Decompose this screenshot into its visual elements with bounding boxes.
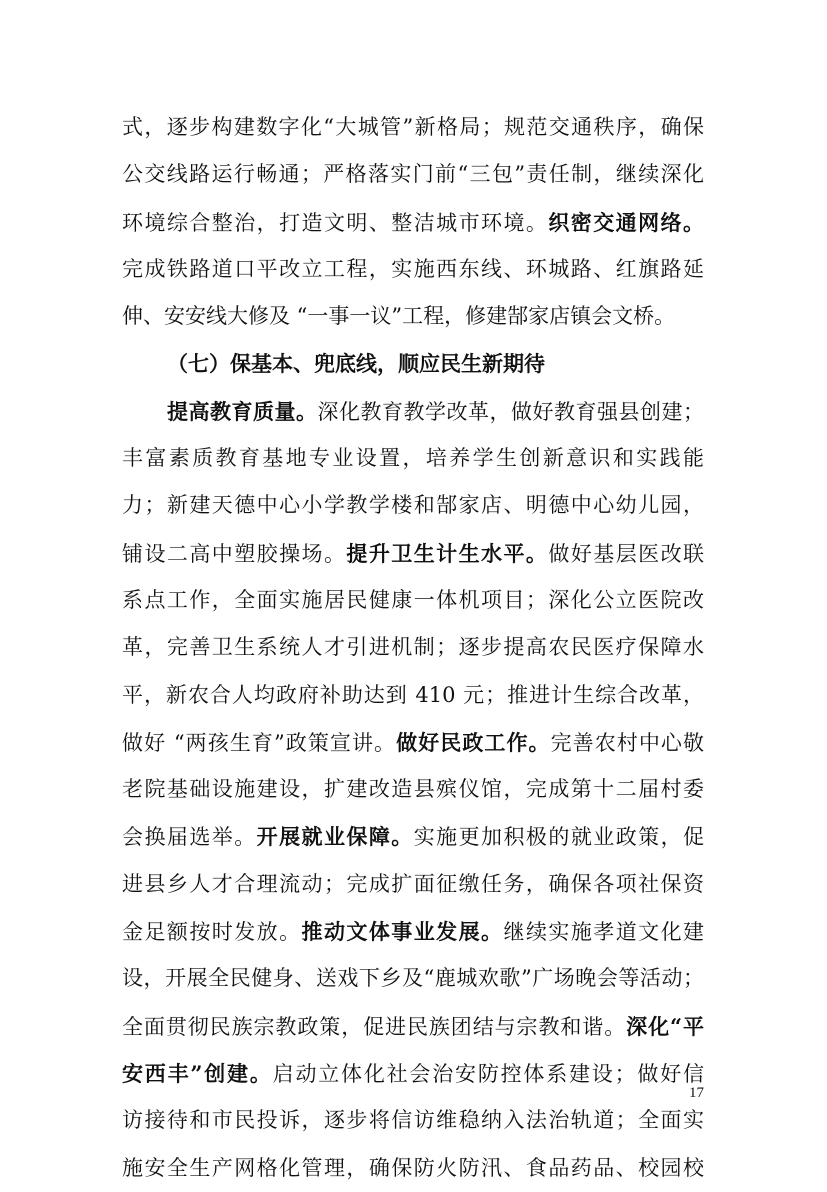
bold-run: 推动文体事业发展。 — [301, 919, 504, 945]
bold-run: 织密交通网络。 — [548, 209, 704, 235]
text-run: 进县乡人才合理流动；完成扩面征缴任务，确保各项社保资 — [122, 871, 704, 896]
text-line — [122, 1145, 704, 1192]
text-run: 全面贯彻民族宗教政策，促进民族团结与宗教和谐。 — [122, 1014, 627, 1039]
text-run: 启动立体化社会治安防控体系建设；做好信 — [272, 1061, 704, 1086]
text-run: 深化教育教学改革，做好教育强县创建； — [317, 399, 704, 424]
text-line — [122, 530, 704, 577]
text-line — [122, 1003, 704, 1050]
text-run: 系点工作，全面实施居民健康一体机项目；深化公立医院改 — [122, 587, 704, 612]
text-line — [122, 624, 704, 671]
bold-run: 深化“平 — [626, 1013, 704, 1039]
text-run: 设，开展全民健身、送戏下乡及“鹿城欢歌”广场晚会等活动； — [122, 966, 704, 991]
text-line — [122, 1097, 704, 1144]
text-run: 式，逐步构建数字化“大城管”新格局；规范交通秩序，确保 — [122, 115, 704, 139]
text-line — [122, 293, 704, 340]
text-line — [122, 813, 704, 860]
bold-run: 开展就业保障。 — [256, 824, 414, 850]
text-line — [122, 577, 704, 624]
text-run: 公交线路运行畅通；严格落实门前“三包”责任制，继续深化 — [122, 162, 704, 187]
text-run: 环境综合整治，打造文明、整洁城市环境。 — [122, 210, 549, 235]
text-run: 金足额按时发放。 — [122, 920, 302, 945]
text-run: 伸、安安线大修及 “一事一议”工程，修建郜家店镇会文桥。 — [122, 304, 676, 329]
text-line — [122, 1050, 704, 1097]
text-run: 会换届选举。 — [122, 825, 257, 850]
text-line — [122, 861, 704, 908]
text-line — [122, 104, 704, 151]
section-heading — [122, 340, 704, 387]
bold-run: 做好民政工作。 — [396, 729, 551, 755]
body-text — [122, 104, 704, 1192]
text-run: 实施更加积极的就业政策，促 — [413, 825, 705, 850]
text-line — [122, 246, 704, 293]
bold-run: （七）保基本、兜底线，顺应民生新期待 — [167, 351, 545, 377]
text-line — [122, 908, 704, 955]
text-run: 铺设二高中塑胶操场。 — [122, 541, 347, 566]
page-number: 17 — [689, 1085, 704, 1101]
text-line — [122, 199, 704, 246]
text-run: 平，新农合人均政府补助达到 410 元；推进计生综合改革， — [122, 682, 704, 707]
text-run: 革，完善卫生系统人才引进机制；逐步提高农民医疗保障水 — [122, 635, 704, 660]
text-run: 力；新建天德中心小学教学楼和郜家店、明德中心幼儿园， — [122, 493, 704, 518]
text-line — [122, 766, 704, 813]
text-line — [122, 388, 704, 435]
text-run: 做好 “两孩生育”政策宣讲。 — [122, 730, 397, 755]
text-run: 老院基础设施建设，扩建改造县殡仪馆，完成第十二届村委 — [122, 777, 704, 802]
text-line — [122, 435, 704, 482]
text-line — [122, 672, 704, 719]
text-run: 丰富素质教育基地专业设置，培养学生创新意识和实践能 — [122, 446, 704, 471]
text-line — [122, 955, 704, 1002]
text-line — [122, 719, 704, 766]
text-run: 施安全生产网格化管理，确保防火防汛、食品药品、校园校 — [122, 1155, 704, 1180]
bold-run: 安西丰”创建。 — [122, 1060, 273, 1086]
text-run: 访接待和市民投诉，逐步将信访维稳纳入法治轨道；全面实 — [122, 1108, 704, 1133]
bold-run: 提升卫生计生水平。 — [346, 540, 549, 566]
bold-run: 提高教育质量。 — [167, 398, 318, 424]
text-run: 做好基层医改联 — [548, 541, 705, 566]
text-run: 继续实施孝道文化建 — [503, 920, 705, 945]
text-line — [122, 151, 704, 198]
text-run: 完善农村中心敬 — [550, 730, 705, 755]
text-run: 完成铁路道口平改立工程，实施西东线、环城路、红旗路延 — [122, 256, 704, 281]
text-line — [122, 482, 704, 529]
